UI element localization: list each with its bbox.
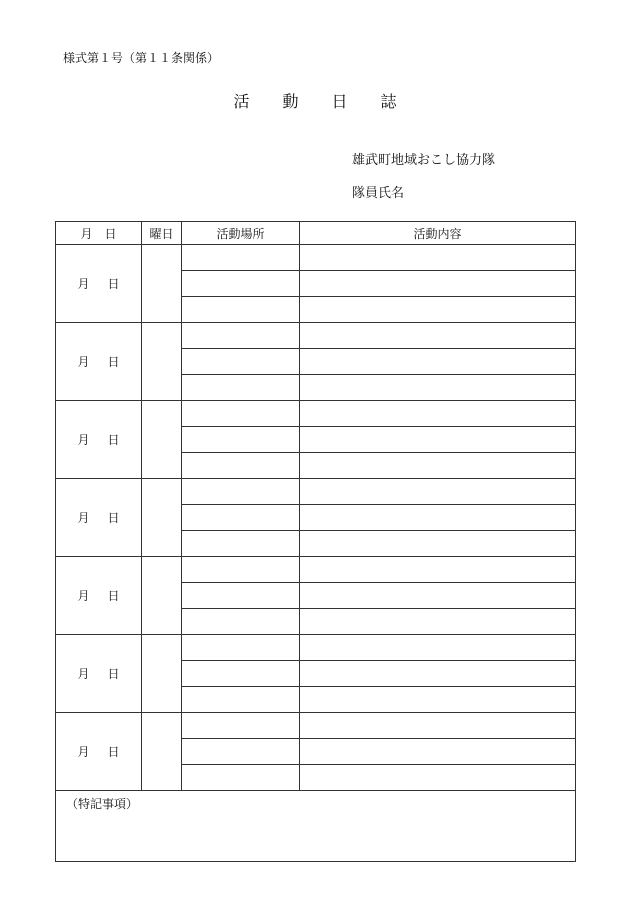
- table-row: [56, 401, 576, 427]
- content-cell[interactable]: [300, 401, 576, 427]
- place-cell[interactable]: [182, 661, 300, 687]
- date-cell[interactable]: [56, 401, 142, 479]
- notes-cell[interactable]: [56, 791, 576, 862]
- place-cell[interactable]: [182, 453, 300, 479]
- content-cell[interactable]: [300, 765, 576, 791]
- day-label: 日: [107, 355, 120, 369]
- member-name-label: 隊員氏名: [352, 186, 405, 201]
- month-label: 月: [77, 745, 90, 759]
- content-cell[interactable]: [300, 297, 576, 323]
- notes-label: （特記事項）: [66, 797, 139, 811]
- date-cell[interactable]: [56, 713, 142, 791]
- activity-log-body: [56, 245, 576, 791]
- place-cell[interactable]: [182, 245, 300, 271]
- content-cell[interactable]: [300, 427, 576, 453]
- weekday-cell[interactable]: [142, 479, 182, 557]
- date-cell[interactable]: [56, 557, 142, 635]
- content-cell[interactable]: [300, 375, 576, 401]
- place-cell[interactable]: [182, 375, 300, 401]
- month-label: 月: [77, 433, 90, 447]
- date-cell[interactable]: [56, 245, 142, 323]
- place-cell[interactable]: [182, 531, 300, 557]
- content-cell[interactable]: [300, 531, 576, 557]
- weekday-cell[interactable]: [142, 323, 182, 401]
- header-content: 活動内容: [300, 222, 576, 245]
- content-cell[interactable]: [300, 609, 576, 635]
- date-cell[interactable]: [56, 323, 142, 401]
- place-cell[interactable]: [182, 583, 300, 609]
- weekday-cell[interactable]: [142, 635, 182, 713]
- header-date: 月 日: [56, 222, 142, 245]
- content-cell[interactable]: [300, 479, 576, 505]
- content-cell[interactable]: [300, 271, 576, 297]
- title-char: 活: [233, 92, 250, 111]
- place-cell[interactable]: [182, 401, 300, 427]
- place-cell[interactable]: [182, 505, 300, 531]
- title-char: 誌: [380, 92, 397, 111]
- form-number-label: 様式第１号（第１１条関係）: [63, 51, 220, 65]
- content-cell[interactable]: [300, 505, 576, 531]
- month-label: 月: [77, 667, 90, 681]
- header-weekday: 曜日: [142, 222, 182, 245]
- place-cell[interactable]: [182, 557, 300, 583]
- content-cell[interactable]: [300, 453, 576, 479]
- date-cell[interactable]: [56, 635, 142, 713]
- place-cell[interactable]: [182, 323, 300, 349]
- table-row: [56, 479, 576, 505]
- content-cell[interactable]: [300, 245, 576, 271]
- day-label: 日: [107, 589, 120, 603]
- weekday-cell[interactable]: [142, 713, 182, 791]
- place-cell[interactable]: [182, 635, 300, 661]
- weekday-cell[interactable]: [142, 401, 182, 479]
- place-cell[interactable]: [182, 427, 300, 453]
- table-row: [56, 323, 576, 349]
- place-cell[interactable]: [182, 687, 300, 713]
- weekday-cell[interactable]: [142, 245, 182, 323]
- content-cell[interactable]: [300, 635, 576, 661]
- content-cell[interactable]: [300, 661, 576, 687]
- place-cell[interactable]: [182, 271, 300, 297]
- content-cell[interactable]: [300, 713, 576, 739]
- notes-row: [56, 791, 576, 862]
- content-cell[interactable]: [300, 687, 576, 713]
- place-cell[interactable]: [182, 297, 300, 323]
- header-place: 活動場所: [182, 222, 300, 245]
- place-cell[interactable]: [182, 713, 300, 739]
- table-header-row: [56, 222, 576, 245]
- date-cell[interactable]: [56, 479, 142, 557]
- day-label: 日: [107, 745, 120, 759]
- organization-name: 雄武町地域おこし協力隊: [352, 153, 496, 168]
- table-row: [56, 245, 576, 271]
- month-label: 月: [77, 589, 90, 603]
- content-cell[interactable]: [300, 557, 576, 583]
- place-cell[interactable]: [182, 765, 300, 791]
- day-label: 日: [107, 511, 120, 525]
- table-row: [56, 635, 576, 661]
- place-cell[interactable]: [182, 609, 300, 635]
- table-row: [56, 713, 576, 739]
- content-cell[interactable]: [300, 349, 576, 375]
- document-title: [0, 92, 630, 112]
- content-cell[interactable]: [300, 739, 576, 765]
- weekday-cell[interactable]: [142, 557, 182, 635]
- place-cell[interactable]: [182, 479, 300, 505]
- content-cell[interactable]: [300, 323, 576, 349]
- title-char: 動: [282, 92, 299, 111]
- day-label: 日: [107, 667, 120, 681]
- day-label: 日: [107, 433, 120, 447]
- month-label: 月: [77, 277, 90, 291]
- activity-log-table: [55, 221, 576, 862]
- day-label: 日: [107, 277, 120, 291]
- month-label: 月: [77, 355, 90, 369]
- month-label: 月: [77, 511, 90, 525]
- content-cell[interactable]: [300, 583, 576, 609]
- place-cell[interactable]: [182, 739, 300, 765]
- title-char: 日: [331, 92, 348, 111]
- place-cell[interactable]: [182, 349, 300, 375]
- table-row: [56, 557, 576, 583]
